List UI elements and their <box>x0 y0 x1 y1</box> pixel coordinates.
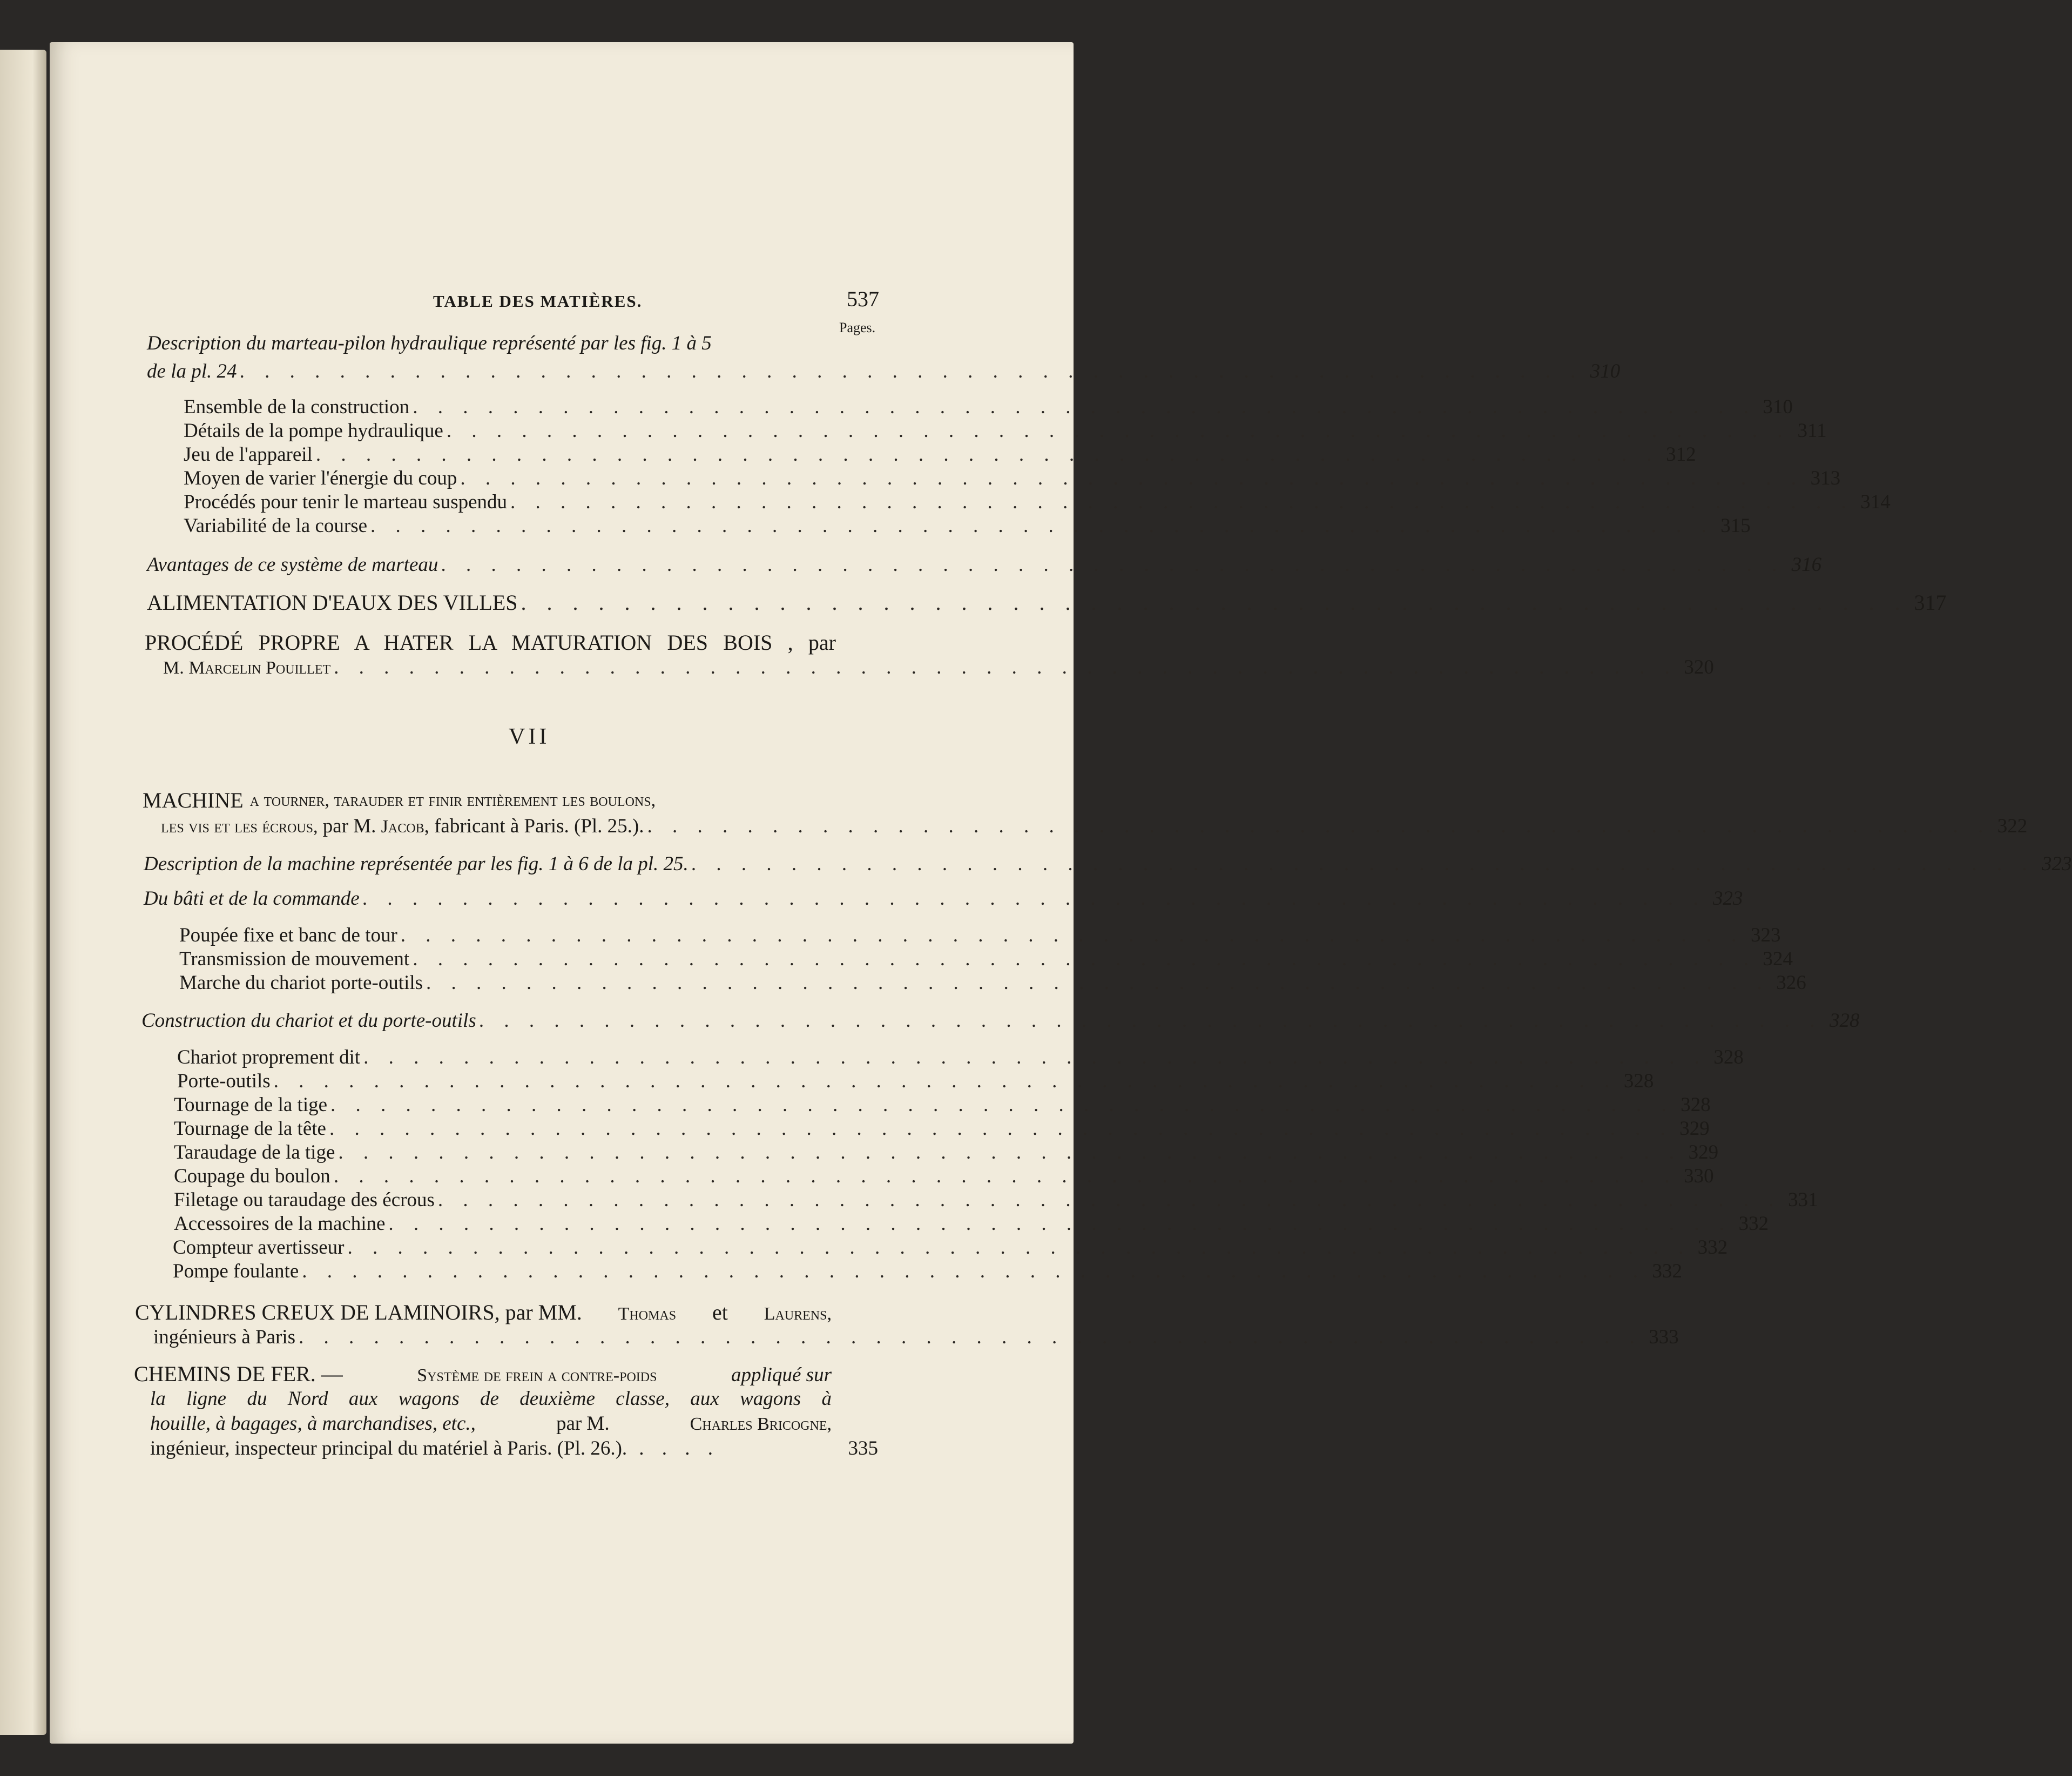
toc-label: ingénieur, inspecteur principal du matériel à Paris. (Pl. 26.). <box>150 1437 627 1459</box>
toc-subentry <box>184 514 1751 538</box>
dot-leader: . . . . . . . . . . . . . . . . . . . . . . . . . . . . . . . . . . . . . . . . . . . . . . . . . . . . . . <box>400 924 1744 946</box>
toc-page: 328 <box>1713 1046 1744 1068</box>
dot-leader: . . . . . . . . . . . . . . . . . . . . . . . . . . . . . . . . . . . . . . . . . . . . . . . . . . . . . . <box>302 1260 1646 1282</box>
toc-subentry <box>177 1069 1654 1093</box>
chemins-subtitle: Système de frein a contre-poids <box>417 1365 657 1385</box>
toc-label: ALIMENTATION D'EAUX DES VILLES <box>147 590 518 615</box>
cylindres-author1: Thomas <box>618 1304 677 1324</box>
dot-leader: . . . . . . . . . . . . . . . . . . . . . . . . . . . . . . . . . . . . . . . . . . . . . . . . . . . . . . <box>413 948 1756 970</box>
toc-label: Description de la machine représentée par les fig. 1 à 6 de la pl. 25. <box>144 853 689 875</box>
toc-page: 314 <box>1860 491 1891 513</box>
toc-label: de la pl. 24 <box>147 360 237 382</box>
toc-label: Du bâti et de la commande <box>144 887 360 910</box>
toc-subentry <box>173 1236 1728 1260</box>
toc-subentry <box>179 924 1781 947</box>
toc-page: 312 <box>1666 443 1696 466</box>
toc-label: Construction du chariot et du porte-outils <box>141 1010 476 1032</box>
toc-entry-machine-line1 <box>143 789 886 812</box>
dot-leader: . . . . . . . . . . . . . . . . . . . . . . . . . . . . . . . . . . . . . . . . . . . . . . . . . . . . . . <box>338 1141 1682 1163</box>
dot-leader: . . . . <box>639 1437 719 1459</box>
dot-leader: . . . . . . . . . . . . . . . . . . . . . . . . . . . . . . . . . . . . . . . . . . . . . . . . . . . . . . <box>521 590 1908 615</box>
dot-leader: . . . . . . . . . . . . . . . . . . . . . . . . . . . . . . . . . . . . . . . . . . . . . . . . . . . . . . <box>388 1213 1732 1235</box>
toc-subentry <box>173 1260 1683 1283</box>
toc-page: 313 <box>1810 467 1841 489</box>
toc-entry-avantages <box>147 553 1822 577</box>
toc-page: 323 <box>2042 853 2072 875</box>
toc-entry-machine <box>161 815 2028 839</box>
dot-leader: . . . . . . . . . . . . . . . . . . . . . . . . . . . . . . . . . . . . . . . . . . . . . . . . . . . . . . <box>273 1070 1617 1092</box>
cylindres-title: CYLINDRES CREUX DE LAMINOIRS, par MM. <box>135 1300 582 1324</box>
toc-page: 316 <box>1791 554 1822 576</box>
toc-page: 330 <box>1684 1165 1714 1187</box>
toc-label: Tournage de la tête <box>174 1118 326 1140</box>
toc-label: Détails de la pompe hydraulique <box>184 420 443 442</box>
dot-leader: . . . . . . . . . . . . . . . . . . . . . . . . . . . . . . . . . . . . . . . . . . . . . . . . . . . . . . <box>691 853 2035 875</box>
toc-subentry <box>177 1046 1744 1069</box>
dot-leader: . . . . . . . . . . . . . . . . . . . . . . . . . . . . . . . . . . . . . . . . . . . . . . . . . . . . . . <box>347 1236 1691 1259</box>
dot-leader: . . . . . . . . . . . . . . . . . . . . . . . . . . . . . . . . . . . . . . . . . . . . . . . . . . . . . . <box>446 420 1790 442</box>
toc-entry-procede <box>163 656 1714 680</box>
section-numeral: VII <box>509 724 550 749</box>
dot-leader: . . . . . . . . . . . . . . . . . . . . . . . . . . . . . . . . . . . . . . . . . . . . . . . . . . . . . . <box>441 554 1785 576</box>
toc-page: 317 <box>1914 590 1947 615</box>
dot-leader: . . . . . . . . . . . . . . . . . . . . . . . . . . . . . . . . . . . . . . . . . . . . . . . . . . . . . . <box>299 1326 1642 1348</box>
toc-page: 328 <box>1680 1094 1711 1116</box>
toc-label: Filetage ou taraudage des écrous <box>174 1189 435 1211</box>
toc-page: 323 <box>1751 924 1781 946</box>
toc-label: Poupée fixe et banc de tour <box>179 924 397 946</box>
toc-label: Chariot proprement dit <box>177 1046 361 1068</box>
toc-page: 323 <box>1712 887 1743 910</box>
toc-subentry <box>179 947 1793 971</box>
toc-label: Pompe foulante <box>173 1260 299 1282</box>
toc-page: 324 <box>1763 948 1793 970</box>
machine-title: MACHINE <box>143 788 244 812</box>
dot-leader: . . . . . . . . . . . . . . . . . . . . . . . . . . . . . . . . . . . . . . . . . . . . . . . . . . . . . . <box>333 1165 1677 1187</box>
toc-label: Accessoires de la machine <box>174 1213 386 1235</box>
left-page-edge <box>0 50 46 1735</box>
toc-page: 335 <box>848 1437 878 1459</box>
toc-page: 332 <box>1697 1236 1728 1259</box>
toc-label: Ensemble de la construction <box>184 396 410 418</box>
toc-page: 328 <box>1829 1010 1860 1032</box>
toc-label: Compteur avertisseur <box>173 1236 345 1259</box>
chemins-title: CHEMINS DE FER. — <box>134 1362 343 1386</box>
toc-entry-chemins-line2: la ligne du Nord aux wagons de deuxième classe, aux wagons à <box>150 1388 832 1410</box>
chemins-line3-par: par M. <box>556 1412 610 1435</box>
machine-author: Jacob <box>381 817 424 837</box>
dot-leader: . . . . . . . . . . . . . . . . . . . . . . . . . . . . . . . . . . . . . . . . . . . . . . . . . . . . . . <box>240 360 1584 382</box>
toc-label: Procédés pour tenir le marteau suspendu <box>184 491 508 513</box>
toc-page: 329 <box>1679 1118 1710 1140</box>
toc-label: Jeu de l'appareil <box>184 443 313 466</box>
cylindres-et: et <box>712 1300 728 1324</box>
dot-leader: . . . . . . . . . . . . . . . . . . . . . . . . . . . . . . . . . . . . . . . . . . . . . . . . . . . . . . <box>334 656 1677 678</box>
toc-entry-description-marteau-line1: Description du marteau-pilon hydraulique représenté par les fig. 1 à 5 <box>147 332 712 354</box>
dot-leader: . . . . . . . . . . . . . . . . . . . . . . . . . . . . . . . . . . . . . . . . . . . . . . . . . . . . . . <box>510 491 1854 513</box>
toc-page: 315 <box>1720 515 1751 537</box>
toc-label: M. Marcelin Pouillet <box>163 658 331 678</box>
toc-entry-construction <box>141 1009 1860 1033</box>
dot-leader: . . . . . . . . . . . . . . . . . . . . . . . . . . . . . . . . . . . . . . . . . . . . . . . . . . . . . . <box>315 443 1659 466</box>
toc-label: Transmission de mouvement <box>179 948 410 970</box>
dot-leader: . . . . . . . . . . . . . . . . . . . . . . . . . . . . . . . . . . . . . . . . . . . . . . . . . . . . . . <box>363 1046 1707 1068</box>
toc-entry-description-marteau <box>147 360 1621 384</box>
toc-subentry <box>174 1188 1818 1212</box>
dot-leader: . . . . . . . . . . . . . . . . . . . . . . . . . . . . . . . . . . . . . . . . . . . . . . . . . . . . . . <box>460 467 1804 489</box>
dot-leader: . . . . . . . . . . . . . . . . . . . . . . . . . . . . . . . . . . . . . . . . . . . . . . . . . . . . . . <box>329 1118 1673 1140</box>
toc-page: 310 <box>1763 396 1793 418</box>
chemins-applique: appliqué sur <box>731 1364 832 1386</box>
toc-subentry <box>184 490 1891 514</box>
dot-leader: . . . . . . . . . . . . . . . . . . . . . . . . . . . . . . . . . . . . . . . . . . . . . . . . . . . . . . <box>370 515 1714 537</box>
dot-leader: . . . . . . . . . . . . . . . . . . . . . . . . . . . . . . . . . . . . . . . . . . . . . . . . . . . . . . <box>330 1094 1674 1116</box>
toc-entry-chemins-line3 <box>150 1412 832 1436</box>
toc-label: Porte-outils <box>177 1070 271 1092</box>
machine-line2-rest: , fabricant à Paris. (Pl. 25.). <box>424 815 644 837</box>
toc-label: Avantages de ce système de marteau <box>147 554 438 576</box>
toc-page: 328 <box>1623 1070 1654 1092</box>
toc-page: 329 <box>1688 1141 1719 1163</box>
running-title: TABLE DES MATIÈRES. <box>433 292 643 311</box>
chemins-line3-italic: houille, à bagages, à marchandises, etc., <box>150 1412 476 1435</box>
toc-entry-cylindres <box>153 1326 1679 1349</box>
toc-page: 326 <box>1776 972 1806 994</box>
book-page <box>50 42 2072 1744</box>
toc-label: Taraudage de la tige <box>174 1141 335 1163</box>
machine-subtitle: a tourner, tarauder et finir entièrement les boulons, <box>249 790 656 810</box>
toc-entry-chemins-line1 <box>134 1362 832 1388</box>
toc-subentry <box>174 1093 1711 1117</box>
page-number: 537 <box>847 287 879 311</box>
cylindres-author2: Laurens, <box>764 1304 832 1324</box>
dot-leader: . . . . . . . . . . . . . . . . . . . . . . . . . . . . . . . . . . . . . . . . . . . . . . . . . . . . . . <box>413 396 1756 418</box>
toc-subentry <box>184 419 1827 443</box>
toc-subentry <box>174 1141 1719 1165</box>
toc-subentry <box>184 467 1841 490</box>
toc-subentry <box>184 395 1793 419</box>
toc-entry-alimentation <box>147 590 1947 615</box>
toc-entry-bati <box>144 887 1743 911</box>
toc-page: 333 <box>1649 1326 1679 1348</box>
toc-label <box>161 815 644 839</box>
toc-subentry <box>179 971 1806 995</box>
toc-label: Variabilité de la course <box>184 515 368 537</box>
toc-entry-chemins <box>150 1437 878 1461</box>
toc-label: Marche du chariot porte-outils <box>179 972 423 994</box>
toc-label: ingénieurs à Paris <box>153 1326 296 1348</box>
dot-leader: . . . . . . . . . . . . . . . . . . . . . . . . . . . . . . . . . . . . . . . . . . . . . . . . . . . . . . <box>426 972 1770 994</box>
toc-entry-cylindres-line1 <box>135 1301 832 1326</box>
toc-entry-procede-line1: PROCÉDÉ PROPRE A HATER LA MATURATION DES BOIS , par <box>145 630 836 655</box>
toc-label: Moyen de varier l'énergie du coup <box>184 467 457 489</box>
dot-leader: . . . . . . . . . . . . . . . . . . . . . . . . . . . . . . . . . . . . . . . . . . . . . . . . . . . . . . <box>437 1189 1781 1211</box>
toc-page: 332 <box>1738 1213 1769 1235</box>
toc-page: 322 <box>1997 815 2028 837</box>
toc-page: 310 <box>1590 360 1621 382</box>
toc-entry-description-machine <box>144 852 2072 876</box>
dot-leader: . . . . . . . . . . . . . . . . . . . . . . . . . . . . . . . . . . . . . . . . . . . . . . . . . . . . . . <box>362 887 1706 910</box>
chemins-author: Charles Bricogne, <box>690 1414 832 1434</box>
machine-line2-smallcaps: les vis et les écrous, <box>161 817 318 837</box>
toc-label: Tournage de la tige <box>174 1094 328 1116</box>
pages-column-label: Pages. <box>839 320 876 335</box>
dot-leader: . . . . . . . . . . . . . . . . . . . . . . . . . . . . . . . . . . . . . . . . . . . . . . . . . . . . . . <box>647 815 1991 837</box>
machine-line2-par: par M. <box>322 815 376 837</box>
toc-page: 320 <box>1684 656 1714 678</box>
toc-page: 311 <box>1797 420 1827 442</box>
toc-page: 331 <box>1788 1189 1818 1211</box>
toc-label: Coupage du boulon <box>174 1165 330 1187</box>
toc-subentry <box>174 1165 1714 1188</box>
dot-leader: . . . . . . . . . . . . . . . . . . . . . . . . . . . . . . . . . . . . . . . . . . . . . . . . . . . . . . <box>479 1010 1823 1032</box>
toc-subentry <box>174 1117 1710 1141</box>
toc-page: 332 <box>1652 1260 1683 1282</box>
toc-subentry <box>184 443 1696 467</box>
toc-subentry <box>174 1212 1769 1236</box>
